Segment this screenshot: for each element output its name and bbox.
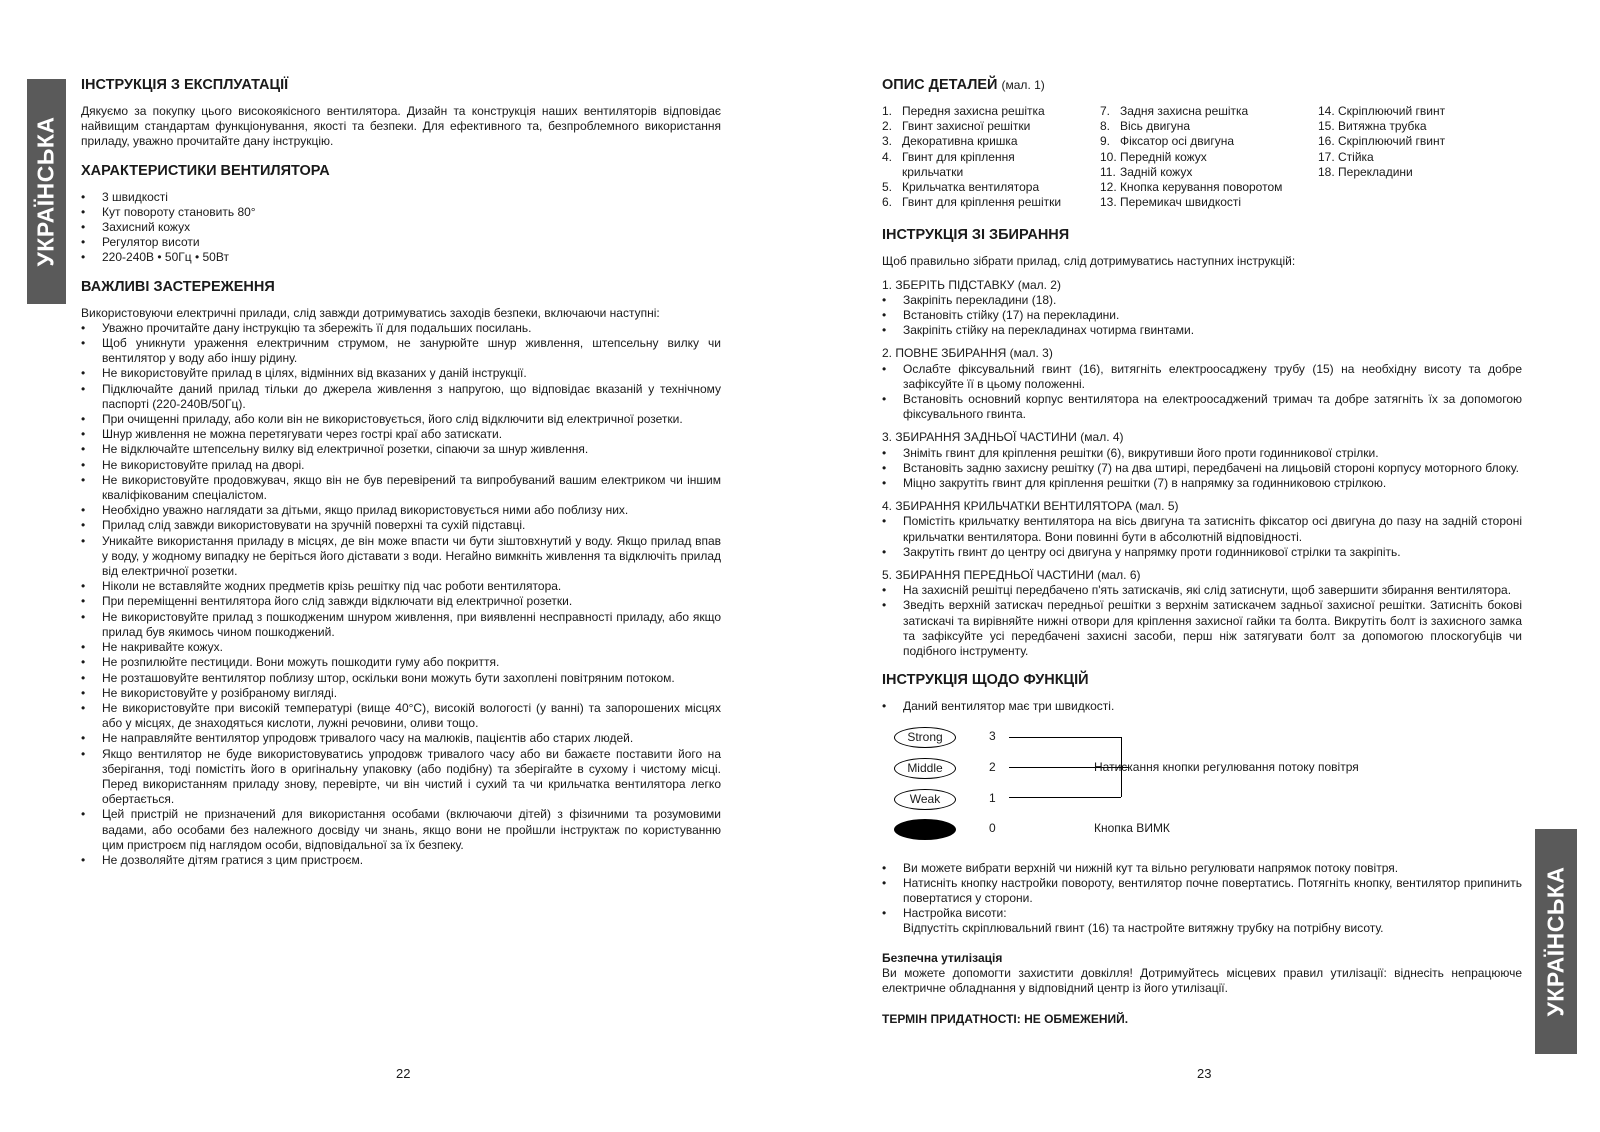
- list-item: [882, 150, 1062, 180]
- item-number: 7.: [1100, 104, 1111, 118]
- list-item: [1100, 134, 1318, 149]
- item-text: Гвинт для кріплення крильчатки: [902, 149, 1015, 179]
- item-text: Перемикач швидкості: [1120, 195, 1242, 210]
- list-item: 16. Скріплюючий гвинт: [1318, 134, 1446, 149]
- speed-number: 3: [989, 728, 996, 743]
- item-text: Передня захисна решітка: [902, 104, 1045, 118]
- step-title: 4. ЗБИРАННЯ КРИЛЬЧАТКИ ВЕНТИЛЯТОРА (мал. 5): [882, 499, 1179, 514]
- item-number: 8.: [1100, 119, 1111, 134]
- list-item: • 220-240В • 50Гц • 50Вт: [81, 250, 721, 265]
- list-item: • При переміщенні вентилятора його слід завжди відключати від електричної розетки.: [81, 594, 721, 609]
- item-number: 6.: [882, 195, 893, 210]
- step-title: 2. ПОВНЕ ЗБИРАННЯ (мал. 3): [882, 346, 1053, 361]
- list-item: • При очищенні приладу, або коли він не використовується, його слід відключити від електричної розетки.: [81, 412, 721, 427]
- list-item: [1100, 165, 1318, 180]
- list-item: • Не накривайте кожух.: [81, 640, 721, 655]
- item-number: 13.: [1100, 195, 1117, 210]
- list-item: • Міцно закрутіть гвинт для кріплення решітки (7) в напрямку за годинниковою стрілкою.: [882, 476, 1522, 491]
- page-title: ІНСТРУКЦІЯ З ЕКСПЛУАТАЦІЇ: [81, 77, 289, 93]
- airflow-label: Натискання кнопки регулювання потоку повітря: [1094, 759, 1359, 774]
- list-item: • Щоб уникнути ураження електричним струмом, не занурюйте шнур живлення, штепсельну вилку чи вентилятор у воду або іншу рідину.: [81, 336, 721, 366]
- assembly-heading: ІНСТРУКЦІЯ ЗІ ЗБИРАННЯ: [882, 227, 1070, 244]
- disposal-heading: Безпечна утилізація: [882, 950, 1003, 965]
- list-item: [882, 134, 1100, 149]
- step-title: 1. ЗБЕРІТЬ ПІДСТАВКУ (мал. 2): [882, 277, 1061, 292]
- list-item: [882, 195, 1100, 210]
- list-item: • Не направляйте вентилятор упродовж тривалого часу на малюків, пацієнтів або старих людей.: [81, 731, 721, 746]
- features-list: [81, 190, 721, 266]
- list-item: • Закріпіть перекладини (18).: [882, 293, 1522, 308]
- list-item: 17. Стійка: [1318, 149, 1374, 164]
- speed-strong-button: Strong: [894, 727, 956, 748]
- list-item: • Цей пристрій не призначений для використання особами (включаючи дітей) з фізичними та розумовими вадами, або особами без належного досвіду чи знань, якщо вони не пройшли інструктаж по користуванню цим пристроєм під наглядом особи, відповідальної за їх безпеку.: [81, 807, 721, 853]
- item-text: Фіксатор осі двигуна: [1120, 134, 1235, 149]
- list-item: • Не дозволяйте дітям гратися з цим пристроєм.: [81, 853, 721, 868]
- list-item: • Підключайте даний прилад тільки до джерела живлення з напругою, що відповідає вказаній у технічному паспорті (220-240В/50Гц).: [81, 382, 721, 412]
- list-item: [1100, 150, 1318, 165]
- list-item: • Не використовуйте при високій температурі (вище 40°С), високій вологості (у ванні) та запорошених місцях або у місцях, де знаходяться кислоти, лужні речовини, оливи тощо.: [81, 701, 721, 731]
- step-title: 5. ЗБИРАННЯ ПЕРЕДНЬОЇ ЧАСТИНИ (мал. 6): [882, 568, 1141, 583]
- shelf-life: ТЕРМІН ПРИДАТНОСТІ: НЕ ОБМЕЖЕНИЙ.: [882, 1012, 1129, 1027]
- language-tab-left: [27, 79, 66, 304]
- list-item: • Регулятор висоти: [81, 235, 721, 250]
- list-item: • На захисній решітці передбачено п'ять затискачів, які слід затиснути, щоб завершити збирання вентилятора.: [882, 583, 1522, 598]
- list-item: • Закрутіть гвинт до центру осі двигуна у напрямку проти годинникової стрілки та закріпіть.: [882, 545, 1522, 560]
- list-item: • Ніколи не вставляйте жодних предметів крізь решітку під час роботи вентилятора.: [81, 579, 721, 594]
- item-number: 5.: [882, 180, 893, 195]
- item-text: Гвинт захисної решітки: [902, 119, 1031, 134]
- warnings-intro: Використовуючи електричні прилади, слід завжди дотримуватись заходів безпеки, включаючи наступні:: [81, 305, 660, 320]
- list-item: • Встановіть основний корпус вентилятора на електроосаджений тримач та добре затягніть їх за допомогою фіксувального гвинта.: [882, 392, 1522, 422]
- item-text: Вісь двигуна: [1120, 119, 1191, 134]
- height-adjust-text: Відпустіть скріплювальний гвинт (16) та настройте витяжну трубку на потрібну висоту.: [903, 921, 1384, 936]
- list-item: • Настройка висоти:: [882, 906, 1522, 921]
- step-title: 3. ЗБИРАННЯ ЗАДНЬОЇ ЧАСТИНИ (мал. 4): [882, 430, 1124, 445]
- item-number: 12.: [1100, 180, 1117, 195]
- functions-heading: ІНСТРУКЦІЯ ЩОДО ФУНКЦІЙ: [882, 672, 1089, 689]
- list-item: • Не відключайте штепсельну вилку від електричної розетки, сіпаючи за шнур живлення.: [81, 442, 721, 457]
- list-item: • Захисний кожух: [81, 220, 721, 235]
- parts-column-3: [1318, 104, 1518, 210]
- list-item: • Прилад слід завжди використовувати на зручній поверхні та сухій підставці.: [81, 518, 721, 533]
- left-page: [81, 76, 721, 868]
- item-number: 11.: [1100, 164, 1116, 179]
- parts-figure-ref: (мал. 1): [1001, 78, 1045, 92]
- list-item: • Встановіть задню захисну решітку (7) на два штирі, передбачені на лицьовій стороні корпусу моторного блоку.: [882, 461, 1522, 476]
- list-item: • Встановіть стійку (17) на перекладини.: [882, 308, 1522, 323]
- list-item: [1100, 195, 1318, 210]
- list-item: 15. Витяжна трубка: [1318, 119, 1427, 134]
- list-item: • Шнур живлення не можна перетягувати через гострі краї або затискати.: [81, 427, 721, 442]
- list-item: 14. Скріплюючий гвинт: [1318, 104, 1446, 118]
- assembly-intro: Щоб правильно зібрати прилад, слід дотримуватись наступних інструкцій:: [882, 254, 1296, 269]
- parts-heading: [882, 76, 1522, 94]
- list-item: • Уважно прочитайте дану інструкцію та збережіть її для подальших посилань.: [81, 321, 721, 336]
- list-item: • Не розпилюйте пестициди. Вони можуть пошкодити гуму або покриття.: [81, 655, 721, 670]
- speed-weak-button: Weak: [894, 789, 956, 810]
- speed-number: 1: [989, 790, 996, 805]
- list-item: • Ослабте фіксувальний гвинт (16), витягніть електроосаджену трубу (15) на необхідну висоту та добре зафіксуйте її в цьому положенні.: [882, 362, 1522, 392]
- list-item: • Натисніть кнопку настройки повороту, вентилятор почне повертатись. Потягніть кнопку, вентилятор припинить повертатися у сторони.: [882, 876, 1522, 906]
- speed-number: 2: [989, 759, 996, 774]
- list-item: • 3 швидкості: [81, 190, 721, 205]
- functions-intro-list: [882, 699, 1522, 714]
- warnings-list: [81, 321, 721, 868]
- page-number-left: 22: [396, 1066, 411, 1081]
- parts-column-2: [1100, 104, 1318, 210]
- speed-number: 0: [989, 820, 996, 835]
- right-page: [882, 76, 1522, 1027]
- parts-list: [882, 104, 1522, 210]
- list-item: • Не використовуйте продовжувач, якщо він не був перевірений та випробуваний вашим електриком чи іншим кваліфікованим спеціалістом.: [81, 473, 721, 503]
- list-item: • Не використовуйте прилад з пошкодженим шнуром живлення, при виявленні несправності приладу, або якщо прилад був якимось чином пошкоджений.: [81, 610, 721, 640]
- list-item: [882, 119, 1100, 134]
- list-item: 18. Перекладини: [1318, 164, 1413, 179]
- list-item: • Якщо вентилятор не буде використовуватись упродовж тривалого часу або ви бажаєте поставити його на зберігання, тоді помістіть його в оригінальну упаковку (або подібну) та зберігайте в сухому і чистому місці. Перед використанням приладу знову, перевірте, чи він чистий і сухий та чи крильчатка вентилятора легко обертається.: [81, 747, 721, 808]
- list-item: • Зніміть гвинт для кріплення решітки (6), викрутивши його проти годинникової стрілки.: [882, 446, 1522, 461]
- parts-column-1: [882, 104, 1100, 210]
- list-item: • Не розташовуйте вентилятор поблизу штор, оскільки вони можуть бути захоплені повітряним потоком.: [81, 671, 721, 686]
- list-item: • Кут повороту становить 80°: [81, 205, 721, 220]
- off-button: [894, 819, 956, 840]
- item-text: Задня захисна решітка: [1120, 104, 1249, 118]
- language-tab-right: [1535, 829, 1577, 1054]
- step-list: [882, 293, 1522, 339]
- step-list: [882, 514, 1522, 560]
- item-text: Декоративна кришка: [902, 134, 1018, 149]
- step-list: [882, 362, 1522, 423]
- list-item: • Помістіть крильчатку вентилятора на вісь двигуна та затисніть фіксатор осі двигуна до пазу на задній стороні крильчатки вентилятора. Вони повинні бути в абсолютній відповідності.: [882, 514, 1522, 544]
- list-item: • Ви можете вибрати верхній чи нижній кут та вільно регулювати напрямок потоку повітря.: [882, 861, 1522, 876]
- item-text: Передній кожух: [1120, 149, 1207, 164]
- list-item: • Уникайте використання приладу в місцях, де він може впасти чи бути зіштовхнутий у воду. Якщо прилад впав у воду, у жодному випадку не беріться його діставати з води. Негайно вимкніть живлення та відключіть прилад від електричної розетки.: [81, 534, 721, 580]
- list-item: [1100, 119, 1318, 134]
- features-heading: ХАРАКТЕРИСТИКИ ВЕНТИЛЯТОРА: [81, 162, 330, 179]
- connector-line: [1009, 797, 1121, 798]
- list-item: [882, 180, 1100, 195]
- list-item: • Не використовуйте у розібраному вигляді.: [81, 686, 721, 701]
- item-text: Кнопка керування поворотом: [1120, 180, 1283, 195]
- list-item: [882, 104, 1100, 119]
- language-tab-label: УКРАЇНСЬКА: [33, 116, 59, 267]
- step-list: [882, 583, 1522, 659]
- item-text: Задній кожух: [1120, 164, 1193, 179]
- item-number: 10.: [1100, 149, 1117, 164]
- item-number: 9.: [1100, 134, 1111, 149]
- list-item: • Не використовуйте прилад в цілях, відмінних від вказаних у даній інструкції.: [81, 366, 721, 381]
- intro-paragraph: Дякуємо за покупку цього високоякісного вентилятора. Дизайн та конструкція наших вентиляторів відповідає найвищим стандартам функціонування, якості та безпеки. Для ефективного та, безпроблемного використання приладу, уважно прочитайте дану інструкцію.: [81, 104, 721, 149]
- connector-line: [1009, 737, 1121, 738]
- list-item: • Даний вентилятор має три швидкості.: [882, 699, 1522, 714]
- parts-title: ОПИС ДЕТАЛЕЙ: [882, 77, 998, 93]
- speed-diagram: [882, 723, 1522, 851]
- list-item: [1100, 180, 1318, 195]
- item-number: 4.: [882, 149, 893, 164]
- list-item: • Закріпіть стійку на перекладинах чотирма гвинтами.: [882, 323, 1522, 338]
- list-item: • Не використовуйте прилад на дворі.: [81, 458, 721, 473]
- disposal-text: Ви можете допомогти захистити довкілля! Дотримуйтесь місцевих правил утилізації: віднесіть непрацююче електричне обладнання у відповідний центр із його утилізації.: [882, 965, 1522, 995]
- item-number: 1.: [882, 104, 893, 118]
- off-button-label: Кнопка ВИМК: [1094, 820, 1170, 835]
- item-number: 2.: [882, 119, 893, 134]
- functions-list: [882, 861, 1522, 922]
- item-text: Гвинт для кріплення решітки: [902, 195, 1062, 210]
- item-number: 3.: [882, 134, 893, 149]
- list-item: [1100, 104, 1318, 119]
- item-text: Крильчатка вентилятора: [902, 180, 1040, 195]
- list-item: • Зведіть верхній затискач передньої решітки з верхнім затискачем задньої захисної решітки. Затисніть бокові затискачі та вирівняйте нижні отвори для кріплення захисної гайки та болта. Викрутіть болт із захисного замка та зафіксуйте усі передбачені захисні засоби, перш ніж затягувати болт за допомогою плоскогубців чи подібного інструменту.: [882, 598, 1522, 659]
- speed-middle-button: Middle: [894, 758, 956, 779]
- page-number-right: 23: [1197, 1066, 1212, 1081]
- step-list: [882, 446, 1522, 492]
- list-item: • Необхідно уважно наглядати за дітьми, якщо прилад використовується ними або поблизу них.: [81, 503, 721, 518]
- warnings-heading: ВАЖЛИВІ ЗАСТЕРЕЖЕННЯ: [81, 278, 275, 295]
- language-tab-label: УКРАЇНСЬКА: [1542, 866, 1569, 1017]
